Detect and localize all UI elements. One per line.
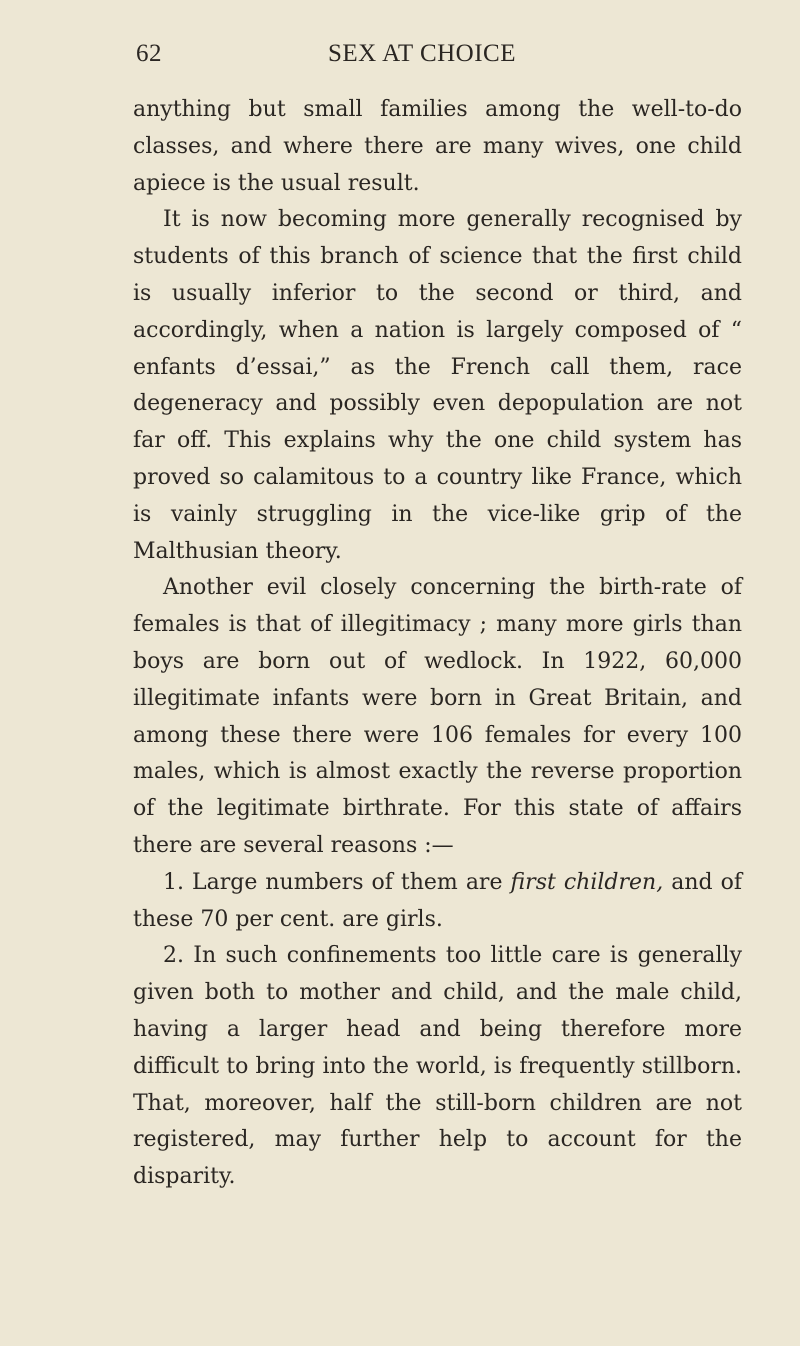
- page-number: 62: [136, 40, 162, 67]
- paragraph-2: It is now becoming more generally recognised by students of this branch of science that the first child is usually inferior to the second or third, and accordingly, when a nation is largely composed of “ enfants d’essai,” as the French call them, race degeneracy and possibly even depopulation are not far off. This explains why the one child system has proved so calamitous to a country like France, which is vainly struggling in the vice-like grip of the Malthusian theory.: [133, 207, 742, 564]
- paragraph-1: anything but small families among the well-to-do classes, and where there are many wives, one child apiece is the usual result.: [133, 97, 742, 196]
- paragraph-3: Another evil closely concerning the birth-rate of females is that of illegitimacy ; many more girls than boys are born out of wedlock. In 1922, 60,000 illegitimate infants were born in Great Britain, and among these there were 106 females for every 100 males, which is almost exactly the reverse proportion of the legitimate birthrate. For this state of affairs there are several reasons :—: [133, 575, 742, 858]
- list-item-1: [133, 865, 742, 939]
- list-item-1-text-start: 1. Large numbers of them are: [163, 869, 511, 895]
- list-item-1-emphasis: first children,: [510, 869, 664, 895]
- list-item-1-text-end: and of these 70 per cent. are girls.: [133, 869, 742, 932]
- list-item-2: 2. In such confinements too little care is generally given both to mother and child, and the male child, having a larger head and being therefore more difficult to bring into the world, is frequently stillborn. That, moreover, half the still-born children are not registered, may further help to account for the disparity.: [133, 943, 742, 1190]
- body-text: [133, 92, 742, 1196]
- running-title: SEX AT CHOICE: [328, 40, 517, 67]
- running-head: [136, 40, 742, 80]
